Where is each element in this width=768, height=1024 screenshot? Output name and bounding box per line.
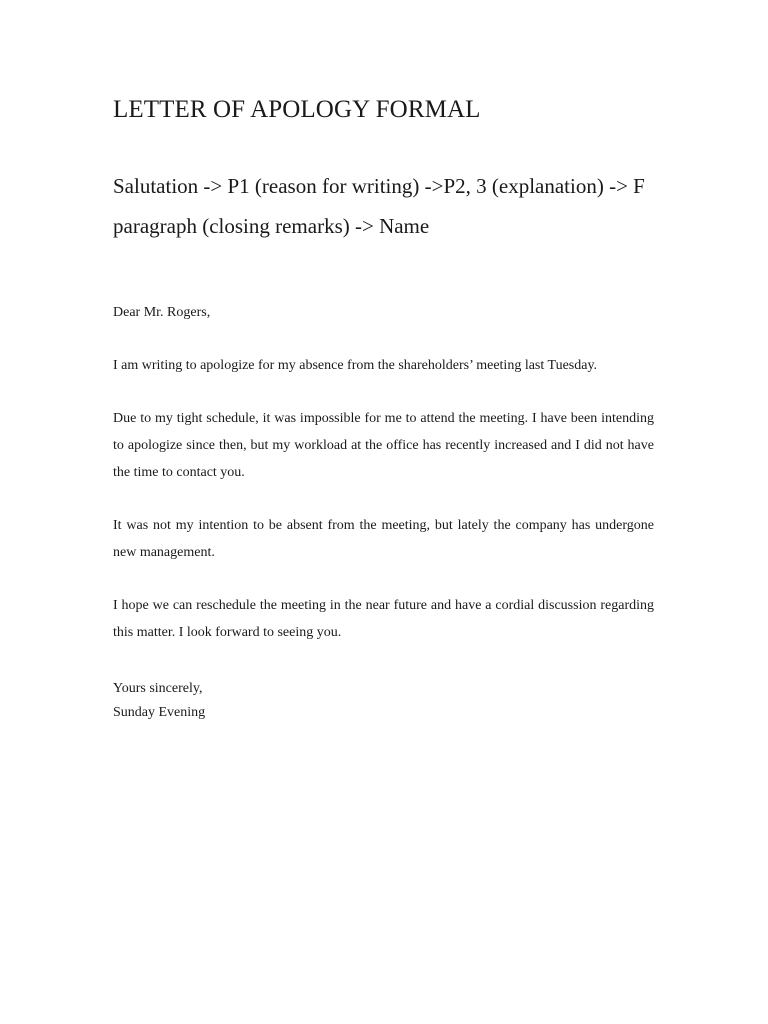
closing-block	[113, 677, 205, 725]
document-title: LETTER OF APOLOGY FORMAL	[113, 96, 481, 123]
signature-name: Sunday Evening	[113, 705, 206, 720]
salutation: Dear Mr. Rogers,	[113, 305, 211, 320]
paragraph-explanation-1: Due to my tight schedule, it was impossible for me to attend the meeting. I have been intending to apologize since then, but my workload at the office has recently increased and I did not have the time to contact you.	[113, 411, 654, 480]
paragraph-closing-remarks: I hope we can reschedule the meeting in the near future and have a cordial discussion regarding this matter. I look forward to seeing you.	[113, 598, 654, 640]
paragraph-reason: I am writing to apologize for my absence from the shareholders’ meeting last Tuesday.	[113, 358, 598, 373]
closing-phrase: Yours sincerely,	[113, 681, 203, 696]
paragraph-explanation-2: It was not my intention to be absent from the meeting, but lately the company has undergone new management.	[113, 518, 654, 560]
letter-structure-outline: Salutation -> P1 (reason for writing) ->P2, 3 (explanation) -> F paragraph (closing remarks) -> Name	[113, 174, 645, 238]
